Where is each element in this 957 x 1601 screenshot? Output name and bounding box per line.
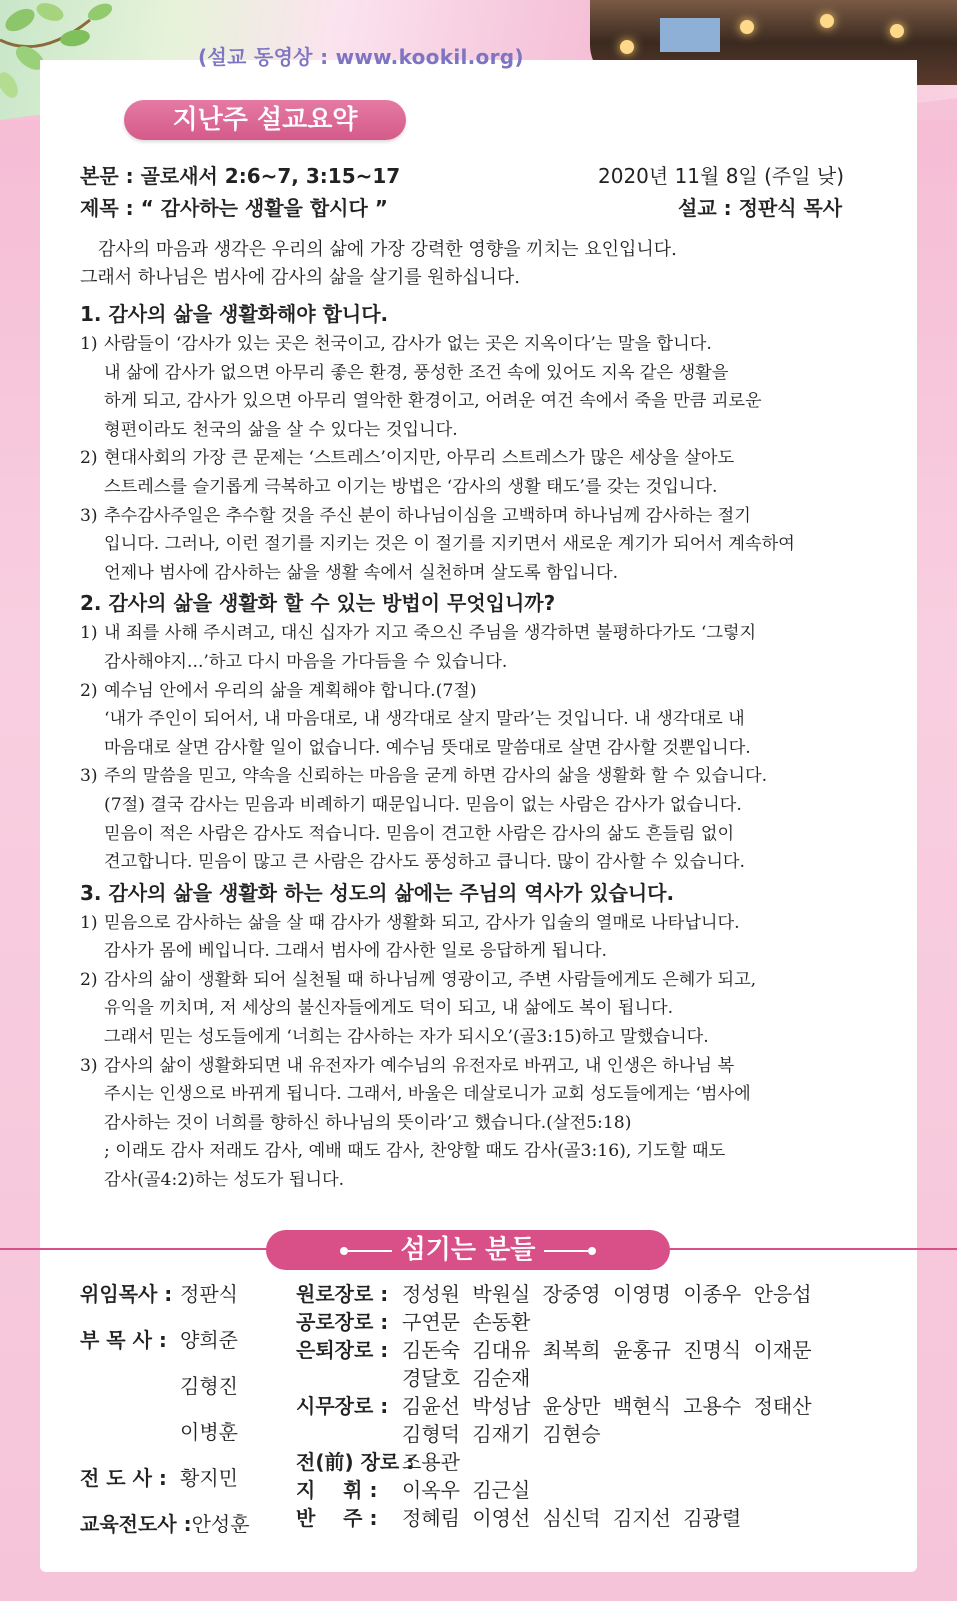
person-names: 김돈숙 김대유 최복희 윤홍규 진명식 이재문 <box>402 1338 812 1362</box>
person-names: 김형덕 김재기 김현승 <box>402 1422 601 1446</box>
item-line: 사람들이 ‘감사가 있는 곳은 천국이고, 감사가 없는 곳은 지옥이다’는 말을 합니다. <box>104 334 712 354</box>
item-line: 스트레스를 슬기롭게 극복하고 이기는 방법은 ‘감사의 생활 태도’를 갖는 것입니다. <box>104 476 718 497</box>
elder-entry <box>296 1364 530 1392</box>
person-names: 이옥우 김근실 <box>402 1478 531 1502</box>
person-names: 경달호 김순재 <box>402 1366 531 1390</box>
role-label: 지 휘 : <box>296 1478 378 1502</box>
item-line: ‘내가 주인이 되어서, 내 마음대로, 내 생각대로 살지 말라’는 것입니다. 내 생각대로 내 <box>104 709 745 730</box>
section-item <box>80 909 870 966</box>
item-line: 마음대로 살면 감사할 일이 없습니다. 예수님 뜻대로 말씀대로 살면 감사할 것뿐입니다. <box>104 737 751 758</box>
section-item <box>80 677 870 763</box>
role-label: 원로장로 : <box>296 1282 389 1306</box>
item-line: 감사하는 것이 너희를 향하신 하나님의 뜻이라’고 했습니다.(살전5:18) <box>104 1112 632 1133</box>
pastor-entry <box>80 1418 238 1446</box>
item-number: 1) <box>80 623 98 644</box>
person-names: 정혜림 이영선 심신덕 김지선 김광렬 <box>402 1506 742 1530</box>
item-number: 3) <box>80 505 98 526</box>
sermon-date: 2020년 11월 8일 (주일 낮) <box>598 164 845 188</box>
item-number: 2) <box>80 969 98 990</box>
person-name: 정판식 <box>180 1282 238 1306</box>
elder-entry <box>296 1280 812 1308</box>
item-line: 추수감사주일은 추수할 것을 주신 분이 하나님이심을 고백하며 하나님께 감사하는 절기 <box>104 505 751 526</box>
sermon-video-url: (설교 동영상 : www.kookil.org) <box>198 45 524 69</box>
preacher: 설교 : 정판식 목사 <box>678 196 843 220</box>
item-line: 믿음으로 감사하는 삶을 살 때 감사가 생활화 되고, 감사가 입술의 열매로 나타납니다. <box>104 912 740 933</box>
person-name: 양희준 <box>180 1328 238 1352</box>
section-item <box>80 444 870 501</box>
sermon-sections <box>80 298 870 1195</box>
pastor-entry <box>80 1280 238 1308</box>
item-number: 2) <box>80 448 98 469</box>
section-heading: 1. 감사의 삶을 생활화해야 합니다. <box>80 302 389 326</box>
item-line: 견고합니다. 믿음이 많고 큰 사람은 감사도 풍성하고 큽니다. 많이 감사할 수 있습니다. <box>104 852 745 873</box>
role-label: 부 목 사 : <box>80 1328 167 1352</box>
role-label: 반 주 : <box>296 1506 378 1530</box>
pastor-entry <box>80 1326 238 1354</box>
person-name: 황지민 <box>180 1466 238 1490</box>
role-label: 교육전도사 : <box>80 1512 192 1536</box>
item-line: 믿음이 적은 사람은 감사도 적습니다. 믿음이 견고한 사람은 감사의 삶도 흔들림 없이 <box>104 823 735 844</box>
item-line: 언제나 범사에 감사하는 삶을 생활 속에서 실천하며 살도록 함입니다. <box>104 562 619 583</box>
item-line: 입니다. 그러나, 이런 절기를 지키는 것은 이 절기를 지키면서 새로운 계기가 되어서 계속하여 <box>104 534 795 555</box>
section-item <box>80 762 870 876</box>
role-label: 위임목사 : <box>80 1282 173 1306</box>
person-name: 김형진 <box>180 1374 238 1398</box>
item-line: ; 이래도 감사 저래도 감사, 예배 때도 감사, 찬양할 때도 감사(골3:16), 기도할 때도 <box>104 1141 726 1162</box>
section-title-pill: 지난주 설교요약 <box>124 100 406 140</box>
item-line: 형편이라도 천국의 삶을 살 수 있다는 것입니다. <box>104 419 458 440</box>
item-line: 유익을 끼치며, 저 세상의 불신자들에게도 덕이 되고, 내 삶에도 복이 됩니다. <box>104 998 674 1019</box>
section-item <box>80 1052 870 1195</box>
person-name: 안성훈 <box>191 1512 250 1536</box>
item-number: 3) <box>80 1055 98 1076</box>
section-item <box>80 330 870 444</box>
section-heading: 2. 감사의 삶을 생활화 할 수 있는 방법이 무엇입니까? <box>80 591 556 616</box>
item-line: 내 죄를 사해 주시려고, 대신 십자가 지고 죽으신 주님을 생각하면 불평하다가도 ‘그렇지 <box>104 623 757 644</box>
person-names: 김윤선 박성남 윤상만 백현식 고용수 정태산 <box>402 1394 812 1418</box>
servers-header <box>0 1226 957 1272</box>
item-line: 감사가 몸에 베입니다. 그래서 범사에 감사한 일로 응답하게 됩니다. <box>104 941 607 962</box>
item-line: 내 삶에 감사가 없으면 아무리 좋은 환경, 풍성한 조건 속에 있어도 지옥 같은 생활을 <box>104 362 729 383</box>
item-line: 감사의 삶이 생활화되면 내 유전자가 예수님의 유전자로 바뀌고, 내 인생은 하나님 복 <box>104 1055 735 1076</box>
elder-entry <box>296 1420 601 1448</box>
role-label: 전 도 사 : <box>80 1466 167 1490</box>
section-item <box>80 502 870 588</box>
item-line: 감사(골4:2)하는 성도가 됩니다. <box>104 1170 345 1191</box>
pastor-entry <box>80 1464 238 1492</box>
person-names: 정성원 박원실 장중영 이영명 이종우 안응섭 <box>402 1282 812 1306</box>
elder-entry <box>296 1392 812 1420</box>
intro-line: 그래서 하나님은 범사에 감사의 삶을 살기를 원하십니다. <box>80 267 520 288</box>
servers-title-pill <box>266 1230 670 1270</box>
elder-entry <box>296 1504 741 1532</box>
role-label: 전(前) 장로 : <box>296 1450 415 1474</box>
item-number: 2) <box>80 680 98 701</box>
section-item <box>80 619 870 676</box>
item-number: 1) <box>80 334 98 354</box>
section-item <box>80 966 870 1052</box>
pastor-entry <box>80 1510 250 1538</box>
elder-entry <box>296 1476 530 1504</box>
item-line: 주시는 인생으로 바뀌게 됩니다. 그래서, 바울은 데살로니가 교회 성도들에게는 ‘범사에 <box>104 1084 751 1105</box>
pastor-entry <box>80 1372 238 1400</box>
servers-title: 섬기는 분들 <box>400 1235 536 1265</box>
item-number: 1) <box>80 912 98 933</box>
intro-line: 감사의 마음과 생각은 우리의 삶에 가장 강력한 영향을 끼치는 요인입니다. <box>98 239 677 260</box>
item-line: 그래서 믿는 성도들에게 ‘너희는 감사하는 자가 되시오’(골3:15)하고 말했습니다. <box>104 1027 709 1048</box>
item-line: 하게 되고, 감사가 있으면 아무리 열악한 환경이고, 어려운 여건 속에서 죽을 만큼 괴로운 <box>104 391 762 412</box>
person-names: 구연문 손동환 <box>402 1310 531 1334</box>
item-line: 예수님 안에서 우리의 삶을 계획해야 합니다.(7절) <box>104 680 477 701</box>
elder-entry <box>296 1448 460 1476</box>
elder-entry <box>296 1336 812 1364</box>
item-line: 현대사회의 가장 큰 문제는 ‘스트레스’이지만, 아무리 스트레스가 많은 세상을 살아도 <box>104 448 735 469</box>
item-line: 감사해야지...’하고 다시 마음을 가다듬을 수 있습니다. <box>104 651 508 672</box>
item-number: 3) <box>80 766 98 787</box>
scripture-reference: 본문 : 골로새서 2:6~7, 3:15~17 <box>80 164 401 188</box>
sermon-title: 제목 : “ 감사하는 생활을 합시다 ” <box>80 196 388 220</box>
person-names: 조용관 <box>402 1450 460 1474</box>
item-line: 감사의 삶이 생활화 되어 실천될 때 하나님께 영광이고, 주변 사람들에게도 은혜가 되고, <box>104 969 757 990</box>
role-label: 시무장로 : <box>296 1394 389 1418</box>
section-heading: 3. 감사의 삶을 생활화 하는 성도의 삶에는 주님의 역사가 있습니다. <box>80 880 675 905</box>
role-label: 은퇴장로 : <box>296 1338 389 1362</box>
person-name: 이병훈 <box>180 1420 238 1444</box>
elder-entry <box>296 1308 530 1336</box>
sermon-intro <box>80 236 870 292</box>
item-line: 주의 말씀을 믿고, 약속을 신뢰하는 마음을 굳게 하면 감사의 삶을 생활화 할 수 있습니다. <box>104 766 768 787</box>
item-line: (7절) 결국 감사는 믿음과 비례하기 때문입니다. 믿음이 없는 사람은 감사가 없습니다. <box>104 794 742 815</box>
role-label: 공로장로 : <box>296 1310 389 1334</box>
